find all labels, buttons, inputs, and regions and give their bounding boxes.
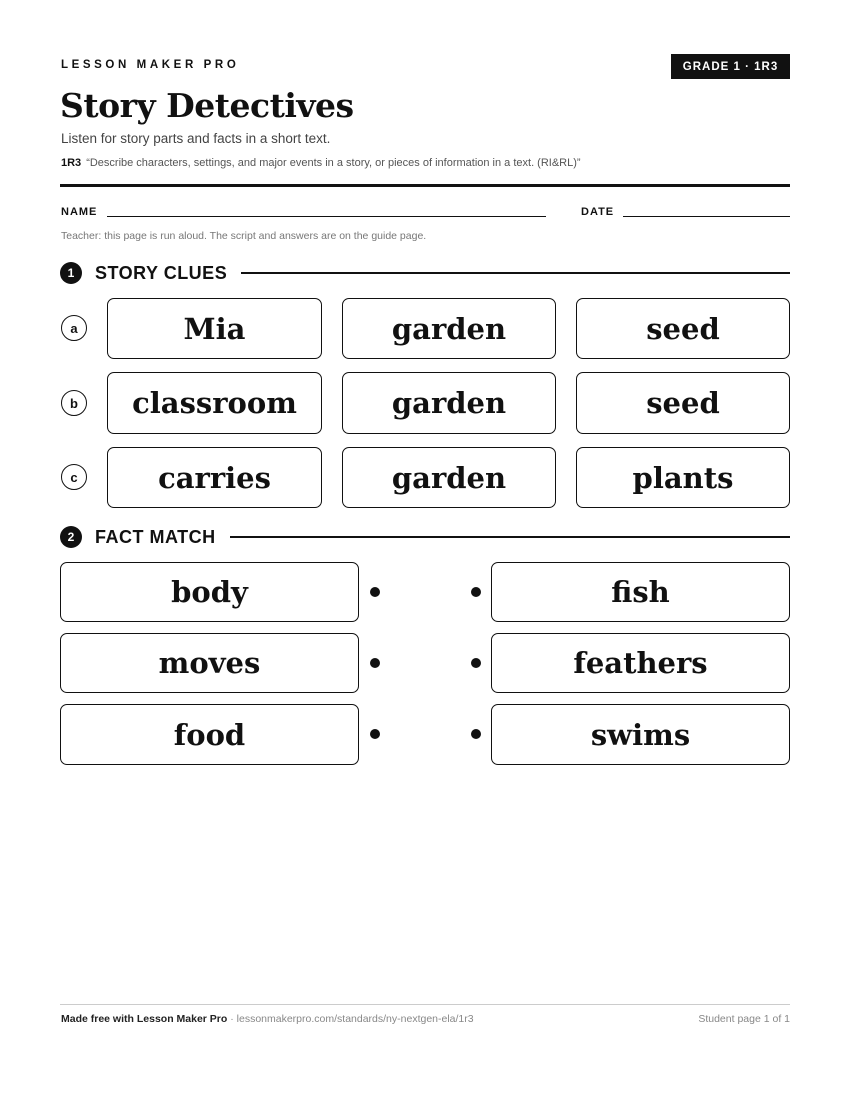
section-number-badge: 2 — [60, 526, 82, 548]
section-divider — [241, 272, 790, 274]
standard-text: “Describe characters, settings, and major events in a story, or pieces of information in a text. (RI&RL)” — [86, 157, 581, 169]
clue-card[interactable]: garden — [342, 447, 556, 508]
section-title: STORY CLUES — [95, 262, 228, 283]
section-title: FACT MATCH — [95, 526, 216, 547]
clue-card[interactable]: seed — [576, 298, 790, 359]
footer-divider — [60, 1004, 790, 1005]
header-divider — [60, 184, 790, 187]
date-field[interactable] — [623, 216, 790, 217]
clue-card[interactable]: seed — [576, 372, 790, 434]
match-dot-right[interactable] — [471, 658, 481, 668]
clue-card[interactable]: garden — [342, 372, 556, 434]
page-title: Story Detectives — [60, 86, 354, 125]
section-story-clues-header — [60, 260, 790, 286]
standard-code: 1R3 — [61, 157, 82, 169]
standard-line — [61, 157, 581, 169]
footer-made-with: Made free with Lesson Maker Pro — [61, 1013, 228, 1025]
row-letter-a: a — [61, 315, 87, 341]
match-left-card[interactable]: food — [60, 704, 359, 765]
match-dot-right[interactable] — [471, 729, 481, 739]
date-label: DATE — [581, 206, 615, 218]
match-dot-right[interactable] — [471, 587, 481, 597]
page-subtitle: Listen for story parts and facts in a short text. — [61, 131, 331, 146]
teacher-note: Teacher: this page is run aloud. The script and answers are on the guide page. — [61, 230, 427, 242]
match-dot-left[interactable] — [370, 587, 380, 597]
clue-card[interactable]: classroom — [107, 372, 322, 434]
footer-url-link[interactable]: lessonmakerpro.com/standards/ny-nextgen-ela/1r3 — [236, 1013, 474, 1025]
clue-card[interactable]: Mia — [107, 298, 322, 359]
match-right-card[interactable]: swims — [491, 704, 790, 765]
grade-badge: GRADE 1 · 1R3 — [671, 54, 790, 79]
section-divider — [230, 536, 790, 538]
clue-card[interactable]: carries — [107, 447, 322, 508]
footer-page-number: Student page 1 of 1 — [698, 1013, 790, 1025]
match-right-card[interactable]: fish — [491, 562, 790, 622]
clue-card[interactable]: garden — [342, 298, 556, 359]
section-fact-match-header — [60, 524, 790, 550]
footer-credit — [61, 1013, 474, 1025]
section-number-badge: 1 — [60, 262, 82, 284]
footer-separator: · — [227, 1013, 237, 1025]
name-field[interactable] — [107, 216, 546, 217]
match-right-card[interactable]: feathers — [491, 633, 790, 693]
clue-card[interactable]: plants — [576, 447, 790, 508]
match-left-card[interactable]: moves — [60, 633, 359, 693]
match-left-card[interactable]: body — [60, 562, 359, 622]
row-letter-c: c — [61, 464, 87, 490]
brand-name: LESSON MAKER PRO — [61, 59, 240, 71]
row-letter-b: b — [61, 390, 87, 416]
match-dot-left[interactable] — [370, 658, 380, 668]
name-label: NAME — [61, 206, 98, 218]
match-dot-left[interactable] — [370, 729, 380, 739]
